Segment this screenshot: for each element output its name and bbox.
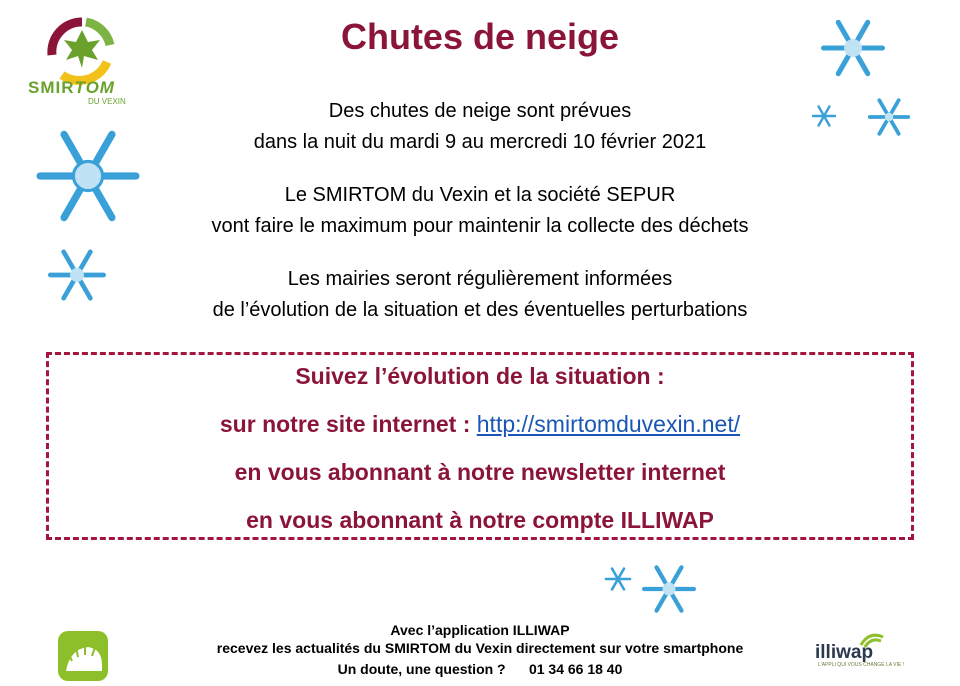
footer-line-news: recevez les actualités du SMIRTOM du Vexin directement sur votre smartphone: [216, 640, 744, 656]
website-link[interactable]: http://smirtomduvexin.net/: [476, 411, 741, 437]
footer-line-contact: Un doute, une question ? 01 34 66 18 40: [337, 661, 623, 677]
follow-website-label: sur notre site internet :: [219, 411, 477, 437]
paragraph-line: Des chutes de neige sont prévues: [328, 100, 632, 122]
illiwap-app-icon: [58, 631, 108, 681]
paragraph-forecast: [0, 96, 960, 158]
follow-illiwap-line: en vous abonnant à notre compte ILLIWAP: [246, 507, 714, 533]
follow-website-line: [49, 411, 911, 438]
smirtom-logo-subtitle: DU VEXIN: [88, 97, 126, 106]
illiwap-tagline: L'APPLI QUI VOUS CHANGE LA VIE !: [818, 662, 904, 668]
paragraph-line: Les mairies seront régulièrement informées: [287, 268, 673, 290]
paragraph-line: Le SMIRTOM du Vexin et la société SEPUR: [284, 184, 676, 206]
follow-newsletter-line: en vous abonnant à notre newsletter internet: [234, 459, 726, 485]
hedgehog-icon: [58, 631, 108, 681]
follow-info-box: [46, 352, 914, 540]
illiwap-wordmark: illiwap: [815, 642, 874, 663]
page-title: Chutes de neige: [340, 16, 620, 57]
smirtom-logo-name: SMIRTOM: [28, 78, 115, 97]
snowflake-icon: [604, 566, 632, 592]
paragraph-line: dans la nuit du mardi 9 au mercredi 10 février 2021: [253, 131, 707, 153]
paragraph-line: de l’évolution de la situation et des éventuelles perturbations: [212, 299, 748, 321]
follow-heading: Suivez l’évolution de la situation :: [295, 363, 665, 389]
footer-line-app: Avec l’application ILLIWAP: [390, 622, 570, 638]
paragraph-collection: [0, 180, 960, 242]
snowflake-icon: [640, 562, 698, 616]
paragraph-mairies: [0, 264, 960, 326]
paragraph-line: vont faire le maximum pour maintenir la collecte des déchets: [211, 215, 749, 237]
